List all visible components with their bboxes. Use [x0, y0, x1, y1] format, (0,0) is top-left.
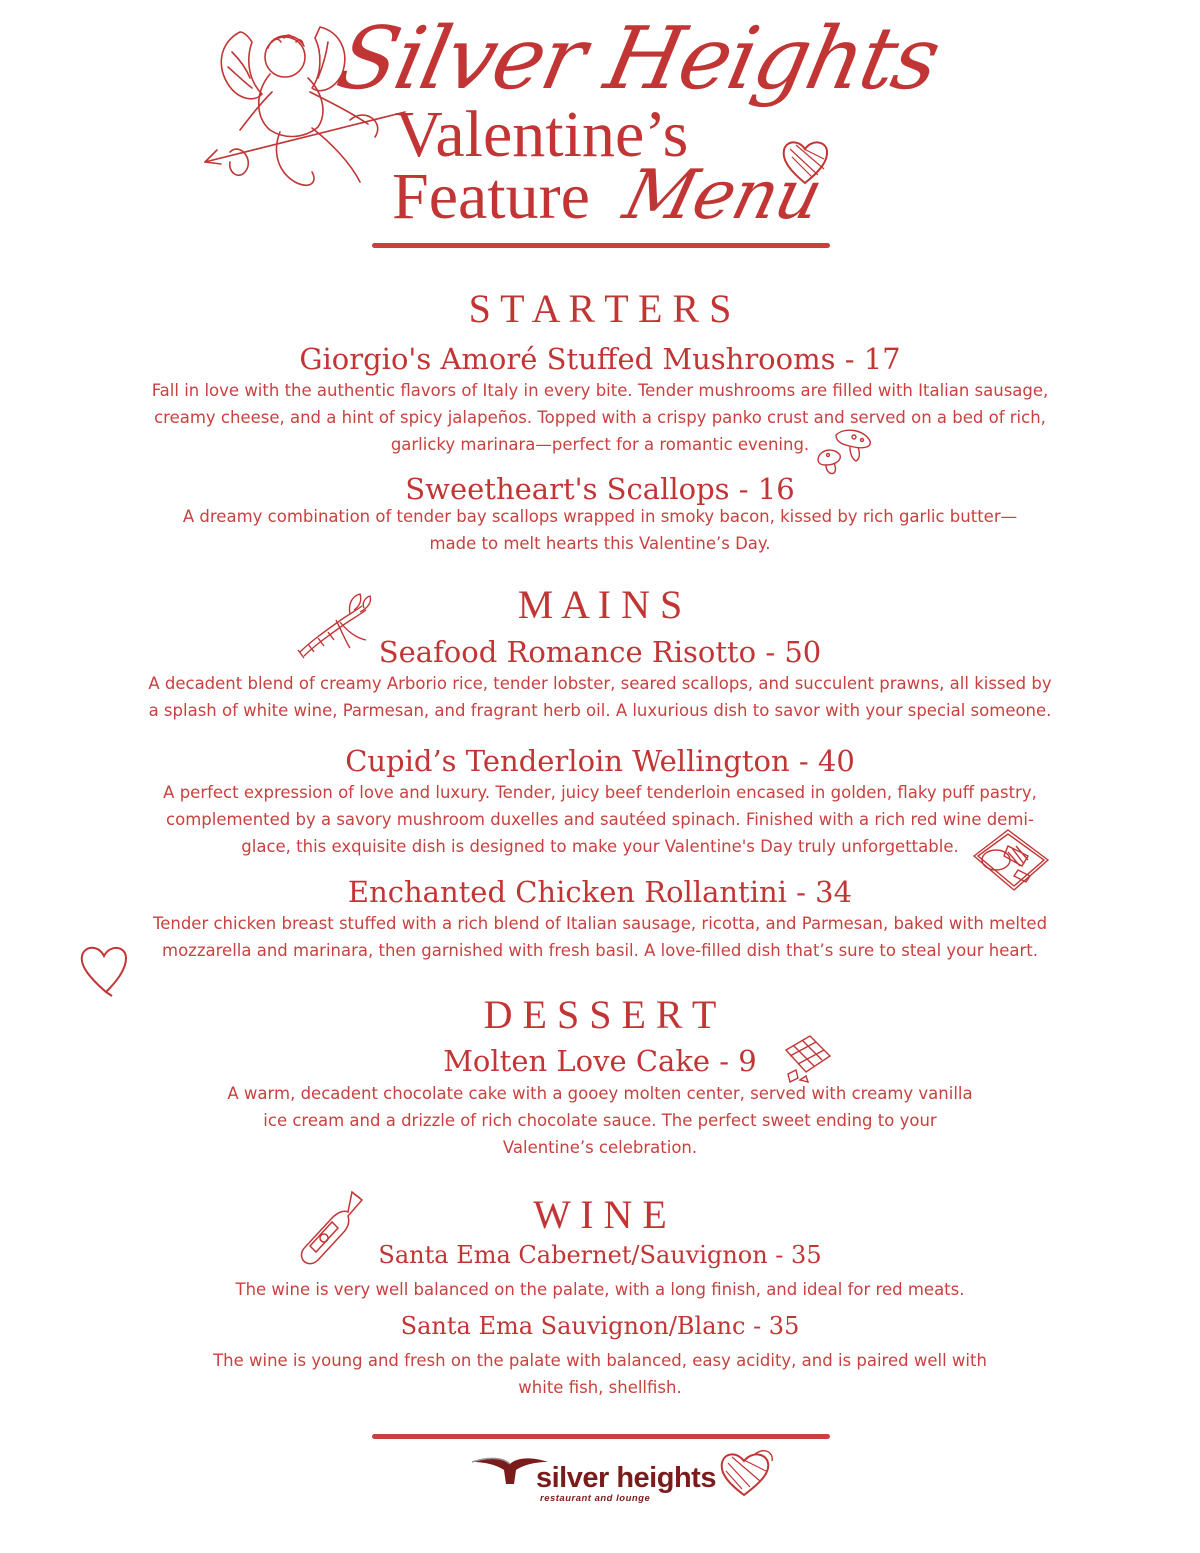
item-name-cake: Molten Love Cake - 9 [443, 1044, 757, 1078]
brand-title: Silver Heights [329, 9, 947, 109]
item-name-wellington: Cupid’s Tenderloin Wellington - 40 [345, 744, 855, 778]
header-divider [372, 243, 830, 248]
item-desc-cabernet: The wine is very well balanced on the palate, with a long finish, and ideal for red meats. [235, 1280, 965, 1299]
section-heading-dessert: D E S S E R T [483, 992, 717, 1037]
item-name-cabernet: Santa Ema Cabernet/Sauvignon - 35 [378, 1241, 822, 1269]
heart-icon [714, 1445, 776, 1501]
item-desc-blanc: The wine is young and fresh on the palate with balanced, easy acidity, and is paired well with white fish, shellfish. [213, 1351, 987, 1397]
title-feature: Feature [392, 160, 590, 233]
item-desc-cake: A warm, decadent chocolate cake with a gooey molten center, served with creamy vanilla ice cream and a drizzle of rich chocolate sauce. The perfect sweet ending to your Valentine’s celebration. [227, 1084, 973, 1157]
section-heading-starters: S T A R T E R S [468, 286, 732, 331]
item-desc-rollantini: Tender chicken breast stuffed with a rich blend of Italian sausage, ricotta, and Parmesan, baked with melted mozzarella and marinara, then garnished with fresh basil. A love-filled dish that’s sure to steal your heart. [152, 914, 1048, 960]
item-desc-wellington: A perfect expression of love and luxury. Tender, juicy beef tenderloin encased in golden, flaky puff pastry, complemented by a savory mushroom duxelles and sautéed spinach. Finished with a rich red wine demi- glace, this exquisite dish is designed to make your Valentine's Day truly unforgettable. [163, 783, 1037, 856]
item-name-rollantini: Enchanted Chicken Rollantini - 34 [347, 875, 853, 909]
heart-icon [778, 135, 832, 189]
item-name-mushrooms: Giorgio's Amoré Stuffed Mushrooms - 17 [299, 342, 901, 376]
heart-icon [76, 938, 132, 998]
item-name-scallops: Sweetheart's Scallops - 16 [405, 472, 795, 506]
item-name-risotto: Seafood Romance Risotto - 50 [378, 635, 822, 669]
section-heading-mains: M A I N S [517, 582, 683, 627]
logo-tagline: restaurant and lounge [540, 1493, 651, 1504]
footer-divider [372, 1434, 830, 1439]
title-valentines: Valentine’s [395, 98, 689, 171]
section-heading-wine: W I N E [533, 1192, 667, 1237]
logo-text: silver heights [536, 1462, 716, 1494]
chocolate-icon [780, 1030, 834, 1086]
item-desc-scallops: A dreamy combination of tender bay scallops wrapped in smoky bacon, kissed by rich garlic butter— made to melt hearts this Valentine’s Day. [182, 507, 1018, 553]
title-menu: Menu [616, 156, 830, 235]
item-desc-risotto: A decadent blend of creamy Arborio rice, tender lobster, seared scallops, and succulent prawns, all kissed by a splash of white wine, Parmesan, and fragrant herb oil. A luxurious dish to savor with your special someone. [148, 674, 1052, 720]
item-name-blanc: Santa Ema Sauvignon/Blanc - 35 [400, 1312, 800, 1340]
item-desc-mushrooms: Fall in love with the authentic flavors of Italy in every bite. Tender mushrooms are filled with Italian sausage, creamy cheese, and a hint of spicy jalapeños. Topped with a crispy panko crust and served on a bed of rich, garlicky marinara—perfect for a romantic evening. [151, 381, 1049, 454]
